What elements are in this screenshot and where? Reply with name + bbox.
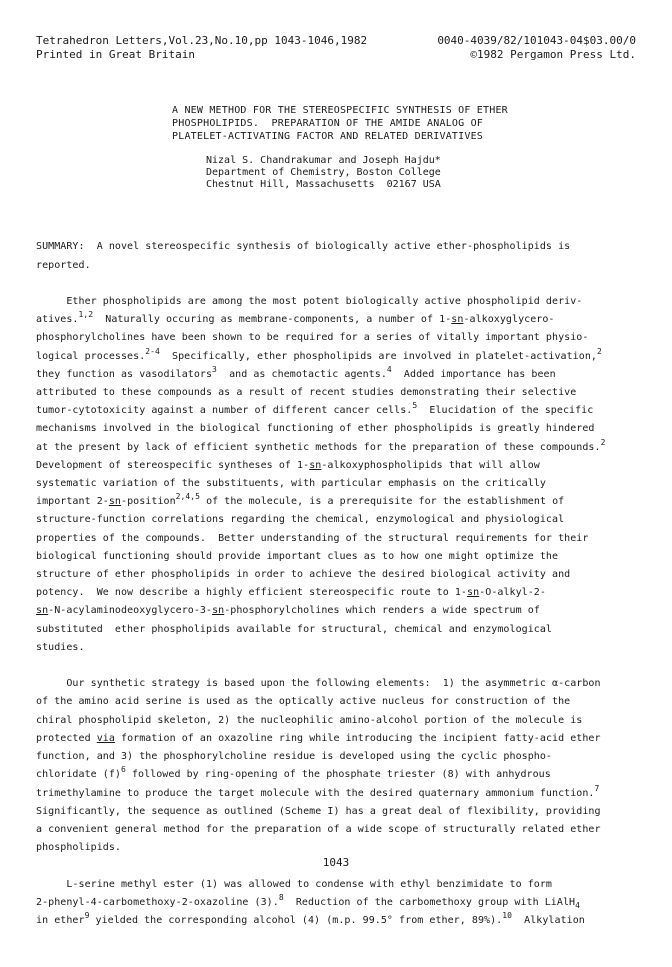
journal-citation: Tetrahedron Letters,Vol.23,No.10,pp 1043-1046,1982 xyxy=(36,34,368,47)
text-line: mechanisms involved in the biological functioning of ether phospholipids is greatly hindered xyxy=(36,423,595,435)
citation-ref: 2-4 xyxy=(145,346,160,356)
citation-ref: 6 xyxy=(121,765,126,775)
author-department: Department of Chemistry, Boston College xyxy=(206,167,441,178)
text-line: reported. xyxy=(36,259,91,271)
text-line: Ether phospholipids are among the most potent biologically active phospholipid deriv- xyxy=(36,296,583,308)
printed-location: Printed in Great Britain xyxy=(36,48,195,61)
text-line: properties of the compounds. Better understanding of the structural requirements for their xyxy=(36,532,589,544)
citation-ref: 5 xyxy=(412,401,418,411)
text-line: biological functioning should provide important clues as to how one might optimize the xyxy=(36,550,559,562)
citation-ref: 10 xyxy=(502,910,512,920)
title-line: PHOSPHOLIPIDS. PREPARATION OF THE AMIDE ANALOG OF xyxy=(172,118,484,129)
citation-ref: 2 xyxy=(596,346,602,356)
text-line: Our synthetic strategy is based upon the following elements: 1) the asymmetric α-carbon xyxy=(36,678,601,690)
subscript: 4 xyxy=(575,900,580,910)
body-paragraph: Ether phospholipids are among the most potent biologically active phospholipid deriv- atives.$^{1,2}$ Naturally occuring as membrane-components, a number of 1-sn-alkoxyglycero- phosphorylcholines have been shown to be required for a series of vitally important physio- logical processes.$^{2-4}$ Specifically, ether phospholipids are involved in platelet-activation,$^2$ they function as vasodilators$^3$ and as chemotactic agents.$^4$ Added importance has been attributed to these compounds as a result of recent studies demonstrating their selective tumor-cytotoxicity against a number of different cancer cells.$^5$ Elucidation of the specific mechanisms involved in the biological functioning of ether phospholipids is greatly hindered at the present by lack of efficient synthetic methods for the preparation of these compounds.$^2$ Development of stereospecific syntheses of 1-sn-alkoxyphospholipids that will allow systematic variation of the substituents, with particular emphasis on the critically important 2-sn-position$^{2,4,5}$ of the molecule, is a prerequisite for the establishment of structure-function correlations regarding the chemical, enzymological and physiological properties of the compounds. Better understanding of the structural requirements for their biological functioning should provide important clues as to how one might optimize the structure of ether phospholipids in order to achieve the desired biological activity and potency. We now describe a highly efficient stereospecific route to 1-sn-O-alkyl-2- sn-N-acylaminodeoxyglycero-3-sn-phosphorylcholines which renders a wide spectrum of substituted ether phospholipids available for structural, chemical and enzymological studies. xyxy=(36,296,606,653)
title-line: PLATELET-ACTIVATING FACTOR AND RELATED DERIVATIVES xyxy=(172,131,484,142)
text-line: L-serine methyl ester (1) was allowed to condense with ethyl benzimidate to form xyxy=(36,878,552,890)
running-header-left xyxy=(36,34,367,62)
article-title xyxy=(172,104,508,143)
text-line: Significantly, the sequence as outlined (Scheme I) has a great deal of flexibility, providing xyxy=(36,805,601,817)
citation-ref: 1,2 xyxy=(78,310,94,320)
citation-ref: 8 xyxy=(278,892,284,902)
copyright-notice: ©1982 Pergamon Press Ltd. xyxy=(470,48,636,61)
text-line: structure of ether phospholipids in order to achieve the desired biological activity and xyxy=(36,569,571,581)
text-line: chiral phospholipid skeleton, 2) the nucleophilic amino-alcohol portion of the molecule is xyxy=(36,714,583,726)
title-line: A NEW METHOD FOR THE STEREOSPECIFIC SYNTHESIS OF ETHER xyxy=(172,105,508,116)
body-paragraph: L-serine methyl ester (1) was allowed to condense with ethyl benzimidate to form 2-phenyl-4-carbomethoxy-2-oxazoline (3).$^8$ Reduction of the carbomethoxy group with LiAlH$_4$ in ether$^9$ yielded the corresponding alcohol (4) (m.p. 99.5° from ether, 89%).$^{10}$ Alkylation xyxy=(36,878,585,926)
text-line: structure-function correlations regarding the chemical, enzymological and physiological xyxy=(36,514,565,526)
author-address: Chestnut Hill, Massachusetts 02167 USA xyxy=(206,179,441,190)
running-header-right xyxy=(437,34,636,62)
text-line: of the amino acid serine is used as the optically active nucleus for construction of the xyxy=(36,696,571,708)
citation-ref: 7 xyxy=(594,783,600,793)
body-paragraph: Our synthetic strategy is based upon the following elements: 1) the asymmetric α-carbon of the amino acid serine is used as the optically active nucleus for construction of the chiral phospholipid skeleton, 2) the nucleophilic amino-alcohol portion of the molecule is protected via formation of an oxazoline ring while introducing the incipient fatty-acid ether function, and 3) the phosphorylcholine residue is developed using the cyclic phospho- chloridate $(f)^6$ followed by ring-opening of the phosphate triester (8) with anhydrous trimethylamine to produce the target molecule with the desired quaternary ammonium function.$^7$ Significantly, the sequence as outlined (Scheme I) has a great deal of flexibility, providing a convenient general method for the preparation of a wide scope of structurally related ether phospholipids. xyxy=(36,678,601,854)
text-line: phosphorylcholines have been shown to be required for a series of vitally important physio- xyxy=(36,332,589,344)
text-line: systematic variation of the substituents, with particular emphasis on the critically xyxy=(36,478,546,490)
citation-ref: 9 xyxy=(84,910,90,920)
article-body xyxy=(36,202,636,967)
article-code: 0040-4039/82/101043-04$03.00/0 xyxy=(437,34,636,47)
text-line: studies. xyxy=(36,641,85,653)
text-line: a convenient general method for the preparation of a wide scope of structurally related ether xyxy=(36,823,601,835)
text-line: attributed to these compounds as a result of recent studies demonstrating their selective xyxy=(36,387,577,399)
text-line: phospholipids. xyxy=(36,842,121,854)
citation-ref: 2,4,5 xyxy=(175,492,200,502)
text-line: function, and 3) the phosphorylcholine residue is developed using the cyclic phospho- xyxy=(36,751,552,763)
author-names: Nizal S. Chandrakumar and Joseph Hajdu* xyxy=(206,155,441,166)
citation-ref: 3 xyxy=(212,364,217,374)
citation-ref: 2 xyxy=(600,437,606,447)
author-block xyxy=(206,155,441,191)
summary-paragraph xyxy=(36,238,636,274)
text-line: SUMMARY: A novel stereospecific synthesis of biologically active ether-phospholipids is xyxy=(36,241,571,253)
page-number: 1043 xyxy=(322,856,350,869)
text-line: substituted ether phospholipids available for structural, chemical and enzymological xyxy=(36,623,552,635)
citation-ref: 4 xyxy=(386,364,392,374)
